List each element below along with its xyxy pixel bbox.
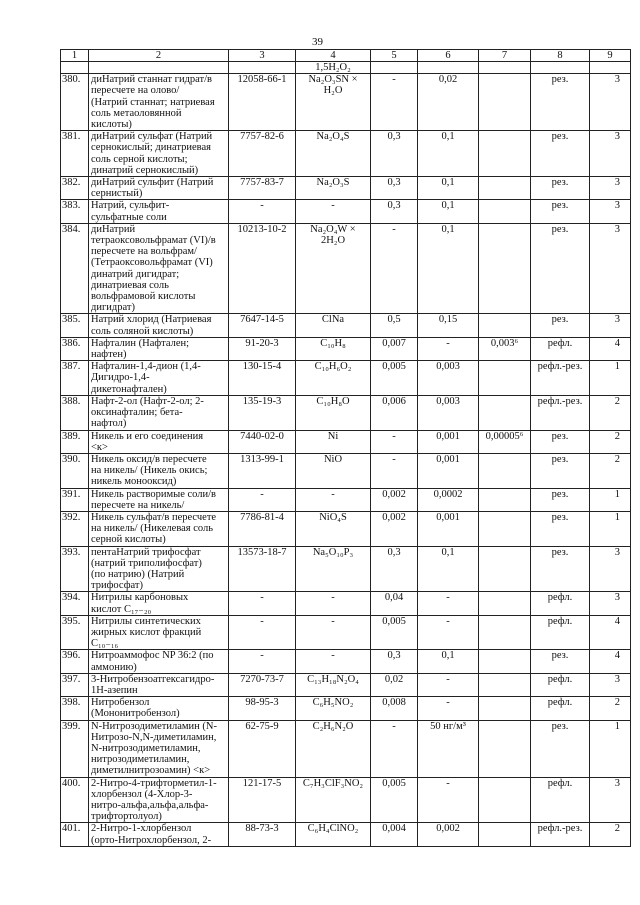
cas-number: - xyxy=(229,592,296,615)
cas-number: 135-19-3 xyxy=(229,395,296,430)
value-col6: - xyxy=(418,697,479,720)
value-col6: 0,001 xyxy=(418,430,479,453)
value-col7 xyxy=(479,592,531,615)
row-number: 386. xyxy=(61,337,89,360)
state-cell: рез. xyxy=(531,453,590,488)
value-col5: - xyxy=(371,430,418,453)
value-col7 xyxy=(479,546,531,592)
formula-cell: C₆H₄ClNO₂ xyxy=(296,823,371,846)
value-col5: - xyxy=(371,223,418,314)
formula-cell: NiO xyxy=(296,453,371,488)
col-header: 7 xyxy=(479,50,531,62)
row-number: 389. xyxy=(61,430,89,453)
value-col5: 0,007 xyxy=(371,337,418,360)
value-col7: 0,00005⁶ xyxy=(479,430,531,453)
substance-name: 3-Нитробензоатгексагидро- 1Н-азепин xyxy=(89,673,229,696)
formula-cell: Ni xyxy=(296,430,371,453)
row-number: 396. xyxy=(61,650,89,673)
state-cell: рез. xyxy=(531,488,590,511)
state-cell: рефл. xyxy=(531,673,590,696)
table-row xyxy=(61,592,631,615)
value-col6: 0,15 xyxy=(418,314,479,337)
value-col7 xyxy=(479,74,531,131)
hazard-class: 3 xyxy=(590,74,631,131)
cas-number: 130-15-4 xyxy=(229,361,296,396)
row-number: 394. xyxy=(61,592,89,615)
value-col5: 0,02 xyxy=(371,673,418,696)
formula-cell: - xyxy=(296,488,371,511)
table-row xyxy=(61,395,631,430)
continuation-row xyxy=(61,62,631,74)
substance-name: N-Нитрозодиметиламин (N- Нитрозо-N,N-диметиламин, N-нитрозодиметиламин, нитрозодиметиламин, диметилнитрозоамин) <к> xyxy=(89,720,229,777)
value-col7 xyxy=(479,453,531,488)
substance-name: Нитрилы карбоновых кислот C₁₇₋₂₀ xyxy=(89,592,229,615)
hazard-class: 3 xyxy=(590,177,631,200)
value-col5: 0,002 xyxy=(371,488,418,511)
row-number: 393. xyxy=(61,546,89,592)
cas-number: 7757-82-6 xyxy=(229,131,296,177)
row-number: 390. xyxy=(61,453,89,488)
formula-cell: 1,5H₂O₂ xyxy=(296,62,371,74)
hazard-class: 3 xyxy=(590,223,631,314)
table-row xyxy=(61,777,631,823)
value-col7 xyxy=(479,720,531,777)
state-cell: рефл.-рез. xyxy=(531,361,590,396)
substance-name: Натрий хлорид (Натриевая соль соляной кислоты) xyxy=(89,314,229,337)
value-col5: 0,3 xyxy=(371,177,418,200)
col-header: 2 xyxy=(89,50,229,62)
row-number: 382. xyxy=(61,177,89,200)
state-cell: рез. xyxy=(531,177,590,200)
state-cell: рефл. xyxy=(531,592,590,615)
substance-name: Нафт-2-ол (Нафт-2-ол; 2- оксинафталин; бета- нафтол) xyxy=(89,395,229,430)
substance-name: пентаНатрий трифосфат (натрий триполифосфат) (по натрию) (Натрий трифосфат) xyxy=(89,546,229,592)
formula-cell: NiO₄S xyxy=(296,511,371,546)
table-row xyxy=(61,223,631,314)
value-col5: 0,004 xyxy=(371,823,418,846)
value-col5: 0,3 xyxy=(371,131,418,177)
hazard-class: 2 xyxy=(590,395,631,430)
formula-cell: C₆H₅NO₂ xyxy=(296,697,371,720)
table-row xyxy=(61,337,631,360)
state-cell: рез. xyxy=(531,511,590,546)
value-col6: 50 нг/м³ xyxy=(418,720,479,777)
substance-name: диНатрий сульфат (Натрий сернокислый; динатриевая соль серной кислоты; динатрий сернокислый) xyxy=(89,131,229,177)
hazard-class: 4 xyxy=(590,337,631,360)
row-number: 395. xyxy=(61,615,89,650)
table-row xyxy=(61,697,631,720)
substance-name: Натрий, сульфит- сульфатные соли xyxy=(89,200,229,223)
state-cell: рез. xyxy=(531,546,590,592)
page-number: 39 xyxy=(312,36,323,48)
hazard-class: 3 xyxy=(590,777,631,823)
col-header: 3 xyxy=(229,50,296,62)
formula-cell: - xyxy=(296,650,371,673)
value-col5: 0,005 xyxy=(371,777,418,823)
table-row xyxy=(61,361,631,396)
substance-name: Нафталин-1,4-дион (1,4- Дигидро-1,4- дикетонафтален) xyxy=(89,361,229,396)
value-col7 xyxy=(479,223,531,314)
cas-number: 12058-66-1 xyxy=(229,74,296,131)
value-col5: - xyxy=(371,74,418,131)
value-col7 xyxy=(479,395,531,430)
value-col7 xyxy=(479,697,531,720)
value-col7 xyxy=(479,177,531,200)
hazard-class: 3 xyxy=(590,200,631,223)
hazard-class: 3 xyxy=(590,546,631,592)
value-col6: 0,003 xyxy=(418,361,479,396)
value-col5: 0,04 xyxy=(371,592,418,615)
formula-cell: C₁₀H₈ xyxy=(296,337,371,360)
hazard-class: 3 xyxy=(590,131,631,177)
row-number: 383. xyxy=(61,200,89,223)
formula-cell: - xyxy=(296,592,371,615)
row-number: 399. xyxy=(61,720,89,777)
substance-name: Никель растворимые соли/в пересчете на никель/ xyxy=(89,488,229,511)
value-col6: 0,1 xyxy=(418,546,479,592)
value-col5: 0,5 xyxy=(371,314,418,337)
value-col6: - xyxy=(418,337,479,360)
formula-cell: Na₂O₃S xyxy=(296,177,371,200)
hazard-class: 4 xyxy=(590,650,631,673)
value-col5: - xyxy=(371,720,418,777)
hazard-class: 2 xyxy=(590,823,631,846)
value-col5: 0,3 xyxy=(371,200,418,223)
formula-cell: Na₅O₁₀P₃ xyxy=(296,546,371,592)
formula-cell: C₇H₃ClF₃NO₂ xyxy=(296,777,371,823)
state-cell: рез. xyxy=(531,223,590,314)
row-number: 391. xyxy=(61,488,89,511)
value-col7 xyxy=(479,777,531,823)
table-row xyxy=(61,131,631,177)
table-row xyxy=(61,720,631,777)
formula-cell: Na₂O₄S xyxy=(296,131,371,177)
state-cell: рез. xyxy=(531,131,590,177)
hazard-class: 2 xyxy=(590,697,631,720)
formula-cell: ClNa xyxy=(296,314,371,337)
value-col5: 0,002 xyxy=(371,511,418,546)
cas-number: - xyxy=(229,200,296,223)
hazard-class: 2 xyxy=(590,453,631,488)
value-col6: - xyxy=(418,673,479,696)
substance-name: 2-Нитро-4-трифторметил-1- хлорбензол (4-Хлор-3- нитро-альфа,альфа,альфа- трифтортолуол) xyxy=(89,777,229,823)
value-col6: 0,0002 xyxy=(418,488,479,511)
value-col6: 0,1 xyxy=(418,177,479,200)
row-number: 400. xyxy=(61,777,89,823)
table-row xyxy=(61,314,631,337)
table-row xyxy=(61,823,631,846)
hazard-class: 4 xyxy=(590,615,631,650)
table-row xyxy=(61,650,631,673)
value-col5: - xyxy=(371,453,418,488)
row-number: 398. xyxy=(61,697,89,720)
table-row xyxy=(61,511,631,546)
value-col6: 0,1 xyxy=(418,223,479,314)
value-col7 xyxy=(479,615,531,650)
state-cell: рез. xyxy=(531,720,590,777)
table-row xyxy=(61,546,631,592)
state-cell: рез. xyxy=(531,650,590,673)
state-cell: рефл. xyxy=(531,337,590,360)
value-col7 xyxy=(479,131,531,177)
state-cell: рефл.-рез. xyxy=(531,823,590,846)
row-number: 401. xyxy=(61,823,89,846)
table-row xyxy=(61,200,631,223)
cas-number: 7757-83-7 xyxy=(229,177,296,200)
col-header: 8 xyxy=(531,50,590,62)
substance-name: Нитрилы синтетических жирных кислот фракций C₁₀₋₁₆ xyxy=(89,615,229,650)
row-number: 397. xyxy=(61,673,89,696)
hazard-class: 3 xyxy=(590,314,631,337)
hazard-class: 3 xyxy=(590,673,631,696)
substance-name: Нитробензол (Мононитробензол) xyxy=(89,697,229,720)
state-cell: рез. xyxy=(531,314,590,337)
formula-cell: C₂H₆N₂O xyxy=(296,720,371,777)
state-cell: рефл.-рез. xyxy=(531,395,590,430)
value-col6: - xyxy=(418,592,479,615)
row-number: 392. xyxy=(61,511,89,546)
state-cell: рефл. xyxy=(531,697,590,720)
table-row xyxy=(61,74,631,131)
value-col6: 0,1 xyxy=(418,200,479,223)
value-col6: 0,02 xyxy=(418,74,479,131)
hazard-class: 1 xyxy=(590,361,631,396)
substance-name: Нафталин (Нафтален; нафтен) xyxy=(89,337,229,360)
header-row xyxy=(61,50,631,62)
state-cell: рез. xyxy=(531,74,590,131)
value-col7 xyxy=(479,488,531,511)
formula-cell: C₁₀H₈O xyxy=(296,395,371,430)
value-col5: 0,005 xyxy=(371,361,418,396)
table-row xyxy=(61,488,631,511)
substance-name: Никель оксид/в пересчете на никель/ (Никель окись; никель монооксид) xyxy=(89,453,229,488)
hazard-class: 2 xyxy=(590,430,631,453)
cas-number: 7270-73-7 xyxy=(229,673,296,696)
cas-number: 7647-14-5 xyxy=(229,314,296,337)
col-header: 9 xyxy=(590,50,631,62)
cas-number: 13573-18-7 xyxy=(229,546,296,592)
hazard-class: 1 xyxy=(590,720,631,777)
cas-number: 98-95-3 xyxy=(229,697,296,720)
value-col6: 0,1 xyxy=(418,131,479,177)
cas-number: 7440-02-0 xyxy=(229,430,296,453)
formula-cell: - xyxy=(296,200,371,223)
formula-cell: C₁₀H₆O₂ xyxy=(296,361,371,396)
substance-name: 2-Нитро-1-хлорбензол (орто-Нитрохлорбензол, 2- xyxy=(89,823,229,846)
row-number: 385. xyxy=(61,314,89,337)
formula-cell: C₁₃H₁₈N₂O₄ xyxy=(296,673,371,696)
value-col6: 0,001 xyxy=(418,453,479,488)
cas-number: 62-75-9 xyxy=(229,720,296,777)
value-col6: - xyxy=(418,777,479,823)
hazard-class: 1 xyxy=(590,488,631,511)
value-col7 xyxy=(479,823,531,846)
value-col7 xyxy=(479,361,531,396)
value-col5: 0,006 xyxy=(371,395,418,430)
col-header: 4 xyxy=(296,50,371,62)
substance-name: Никель сульфат/в пересчете на никель/ (Никелевая соль серной кислоты) xyxy=(89,511,229,546)
value-col6: 0,003 xyxy=(418,395,479,430)
cas-number: 91-20-3 xyxy=(229,337,296,360)
formula-cell: Na₂O₃SN × H₂O xyxy=(296,74,371,131)
cas-number: 7786-81-4 xyxy=(229,511,296,546)
state-cell: рез. xyxy=(531,200,590,223)
table-row xyxy=(61,615,631,650)
substance-name: диНатрий тетраоксовольфрамат (VI)/в пересчете на вольфрам/ (Тетраоксовольфрамат (VI) динатрий дигидрат; динатриевая соль вольфрамовой кислоты дигидрат) xyxy=(89,223,229,314)
value-col5: 0,3 xyxy=(371,546,418,592)
row-number: 388. xyxy=(61,395,89,430)
hazard-class: 3 xyxy=(590,592,631,615)
cas-number: 1313-99-1 xyxy=(229,453,296,488)
row-number: 380. xyxy=(61,74,89,131)
state-cell: рефл. xyxy=(531,615,590,650)
cas-number: 121-17-5 xyxy=(229,777,296,823)
value-col5: 0,008 xyxy=(371,697,418,720)
substance-name: Никель и его соединения <к> xyxy=(89,430,229,453)
value-col6: 0,001 xyxy=(418,511,479,546)
cas-number: - xyxy=(229,615,296,650)
row-number: 381. xyxy=(61,131,89,177)
value-col6: 0,002 xyxy=(418,823,479,846)
value-col7 xyxy=(479,314,531,337)
row-number: 384. xyxy=(61,223,89,314)
hazard-class: 1 xyxy=(590,511,631,546)
cas-number: - xyxy=(229,488,296,511)
value-col7: 0,003⁶ xyxy=(479,337,531,360)
value-col7 xyxy=(479,673,531,696)
state-cell: рез. xyxy=(531,430,590,453)
col-header: 1 xyxy=(61,50,89,62)
table-row xyxy=(61,430,631,453)
table-row xyxy=(61,453,631,488)
value-col7 xyxy=(479,650,531,673)
formula-cell: - xyxy=(296,615,371,650)
cas-number: 88-73-3 xyxy=(229,823,296,846)
value-col7 xyxy=(479,511,531,546)
value-col5: 0,3 xyxy=(371,650,418,673)
cas-number: 10213-10-2 xyxy=(229,223,296,314)
value-col7 xyxy=(479,200,531,223)
col-header: 6 xyxy=(418,50,479,62)
substance-name: диНатрий станнат гидрат/в пересчете на олово/ (Натрий станнат; натриевая соль метаоловянной кислоты) xyxy=(89,74,229,131)
table-row xyxy=(61,177,631,200)
col-header: 5 xyxy=(371,50,418,62)
substance-name: Нитроаммофос NP 36:2 (по аммонию) xyxy=(89,650,229,673)
formula-cell: Na₂O₄W × 2H₂O xyxy=(296,223,371,314)
value-col6: 0,1 xyxy=(418,650,479,673)
value-col5: 0,005 xyxy=(371,615,418,650)
row-number: 387. xyxy=(61,361,89,396)
substances-table xyxy=(60,49,631,847)
value-col6: - xyxy=(418,615,479,650)
substance-name: диНатрий сульфит (Натрий сернистый) xyxy=(89,177,229,200)
state-cell: рефл. xyxy=(531,777,590,823)
table-row xyxy=(61,673,631,696)
cas-number: - xyxy=(229,650,296,673)
